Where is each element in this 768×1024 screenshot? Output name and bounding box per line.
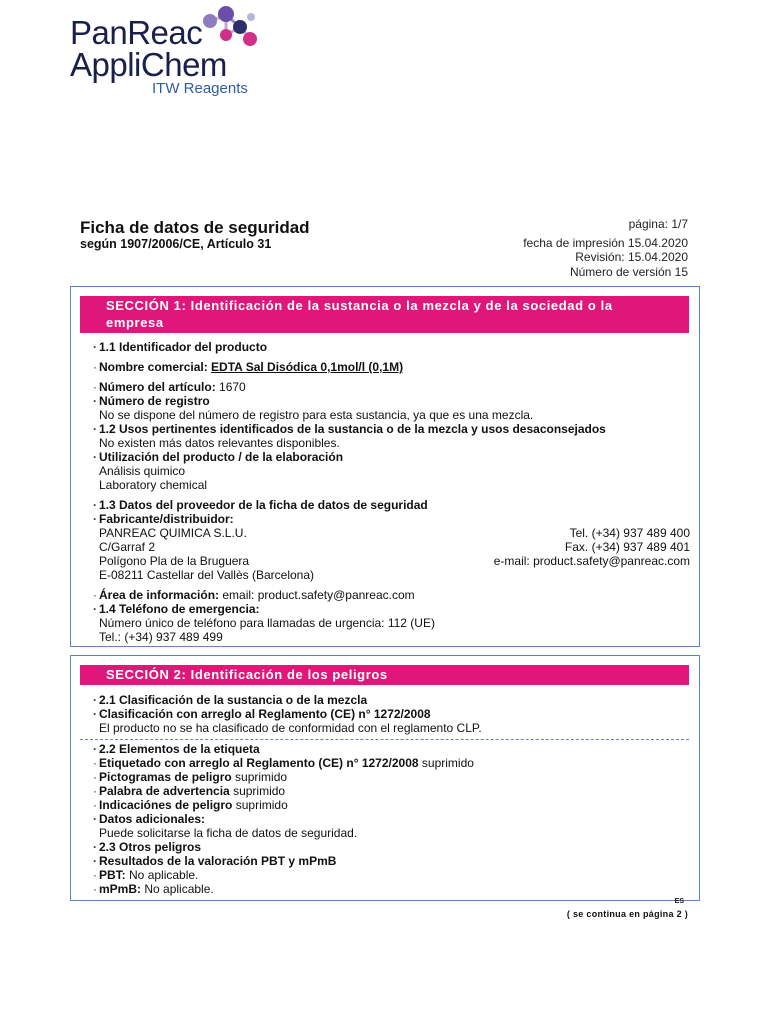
document-title: Ficha de datos de seguridad: [80, 218, 310, 237]
pbt-result: · PBT: No aplicable.: [93, 868, 199, 882]
clp-classification-label: · Clasificación con arreglo al Reglamento (CE) n° 1272/2008: [93, 707, 431, 721]
s11-heading: · 1.1 Identificador del producto: [93, 340, 268, 354]
supplier-email: e-mail: product.safety@panreac.com: [493, 554, 690, 568]
product-use-line2: Laboratory chemical: [99, 478, 208, 492]
section-1-title-line2: empresa: [106, 315, 164, 330]
product-use-label: · Utilización del producto / de la elaboración: [93, 450, 344, 464]
section-1-content: [93, 340, 606, 644]
supplier-phone: Tel. (+34) 937 489 400: [569, 526, 690, 540]
section-2-divider: [80, 739, 689, 740]
s13-heading: · 1.3 Datos del proveedor de la ficha de datos de seguridad: [93, 498, 428, 512]
manufacturer-label: · Fabricante/distribuidor:: [93, 512, 234, 526]
additional-data-label: · Datos adicionales:: [93, 812, 206, 826]
trade-name-value: EDTA Sal Disódica 0,1mol/l (0,1M): [211, 360, 404, 374]
section-2-content-b: [93, 742, 474, 896]
language-code: ES: [674, 898, 684, 905]
clp-classification-text: El producto no se ha clasificado de conformidad con el reglamento CLP.: [99, 721, 482, 735]
mpmb-result: · mPmB: No aplicable.: [93, 882, 214, 896]
address-line2: C/Garraf 2: [99, 540, 156, 554]
section-1-box: [70, 286, 700, 647]
s23-heading: · 2.3 Otros peligros: [93, 840, 202, 854]
emergency-line1: Número único de teléfono para llamadas de urgencia: 112 (UE): [99, 616, 435, 630]
section-2-box: [70, 655, 700, 901]
product-use-line1: Análisis quimico: [99, 464, 186, 478]
logo-line-panreac: PanReac: [70, 14, 203, 51]
labelling: · Etiquetado con arreglo al Reglamento (CE) n° 1272/2008 suprimido: [93, 756, 474, 770]
address-line4: E-08211 Castellar del Vallès (Barcelona): [99, 568, 314, 582]
article-number: · Número del artículo: 1670: [93, 380, 246, 394]
document-subtitle: según 1907/2006/CE, Artículo 31: [80, 237, 272, 251]
registry-number-label: · Número de registro: [93, 394, 210, 408]
section-1-title-line1: SECCIÓN 1: Identificación de la sustancia o la mezcla y de la sociedad o la: [106, 298, 613, 313]
section-2-content-a: [93, 693, 482, 735]
section-2-header: [80, 665, 689, 685]
logo-subtitle: ITW Reagents: [152, 80, 248, 97]
supplier-fax: Fax. (+34) 937 489 401: [564, 540, 690, 554]
supplier-contact: [494, 526, 690, 568]
emergency-line2: Tel.: (+34) 937 489 499: [99, 630, 223, 644]
molecule-logo-icon: [196, 5, 258, 51]
registry-number-text: No se dispone del número de registro para esta sustancia, ya que es una mezcla.: [99, 408, 534, 422]
trade-name: · Nombre comercial: EDTA Sal Disódica 0,1mol/l (0,1M): [93, 360, 404, 374]
s21-heading: · 2.1 Clasificación de la sustancia o de la mezcla: [93, 693, 368, 707]
info-area: · Área de información: email: product.safety@panreac.com: [93, 588, 415, 602]
document-meta: [523, 217, 688, 279]
continued-note: ( se continua en página 2 ): [566, 909, 688, 919]
s12-heading: · 1.2 Usos pertinentes identificados de la sustancia o de la mezcla y usos desaconsejados: [93, 422, 606, 436]
s22-heading: · 2.2 Elementos de la etiqueta: [93, 742, 260, 756]
pictograms: · Pictogramas de peligro suprimido: [93, 770, 288, 784]
additional-data-text: Puede solicitarse la ficha de datos de seguridad.: [99, 826, 358, 840]
page-number: página: 1/7: [628, 217, 688, 231]
s12-text: No existen más datos relevantes disponibles.: [99, 436, 340, 450]
address-line1: PANREAC QUIMICA S.L.U.: [99, 526, 247, 540]
pbt-heading: · Resultados de la valoración PBT y mPmB: [93, 854, 337, 868]
section-2-title: SECCIÓN 2: Identificación de los peligros: [106, 667, 388, 682]
signal-word: · Palabra de advertencia suprimido: [93, 784, 286, 798]
section-1-header: [80, 296, 689, 333]
revision-date: Revisión: 15.04.2020: [575, 250, 688, 264]
logo-line-applichem: AppliChem: [70, 46, 227, 83]
hazard-statements: · Indicaciónes de peligro suprimido: [93, 798, 288, 812]
s14-heading: · 1.4 Teléfono de emergencia:: [93, 602, 260, 616]
address-line3: Polígono Pla de la Bruguera: [99, 554, 250, 568]
version-number: Número de versión 15: [569, 264, 688, 279]
print-date: fecha de impresión 15.04.2020: [523, 235, 688, 250]
